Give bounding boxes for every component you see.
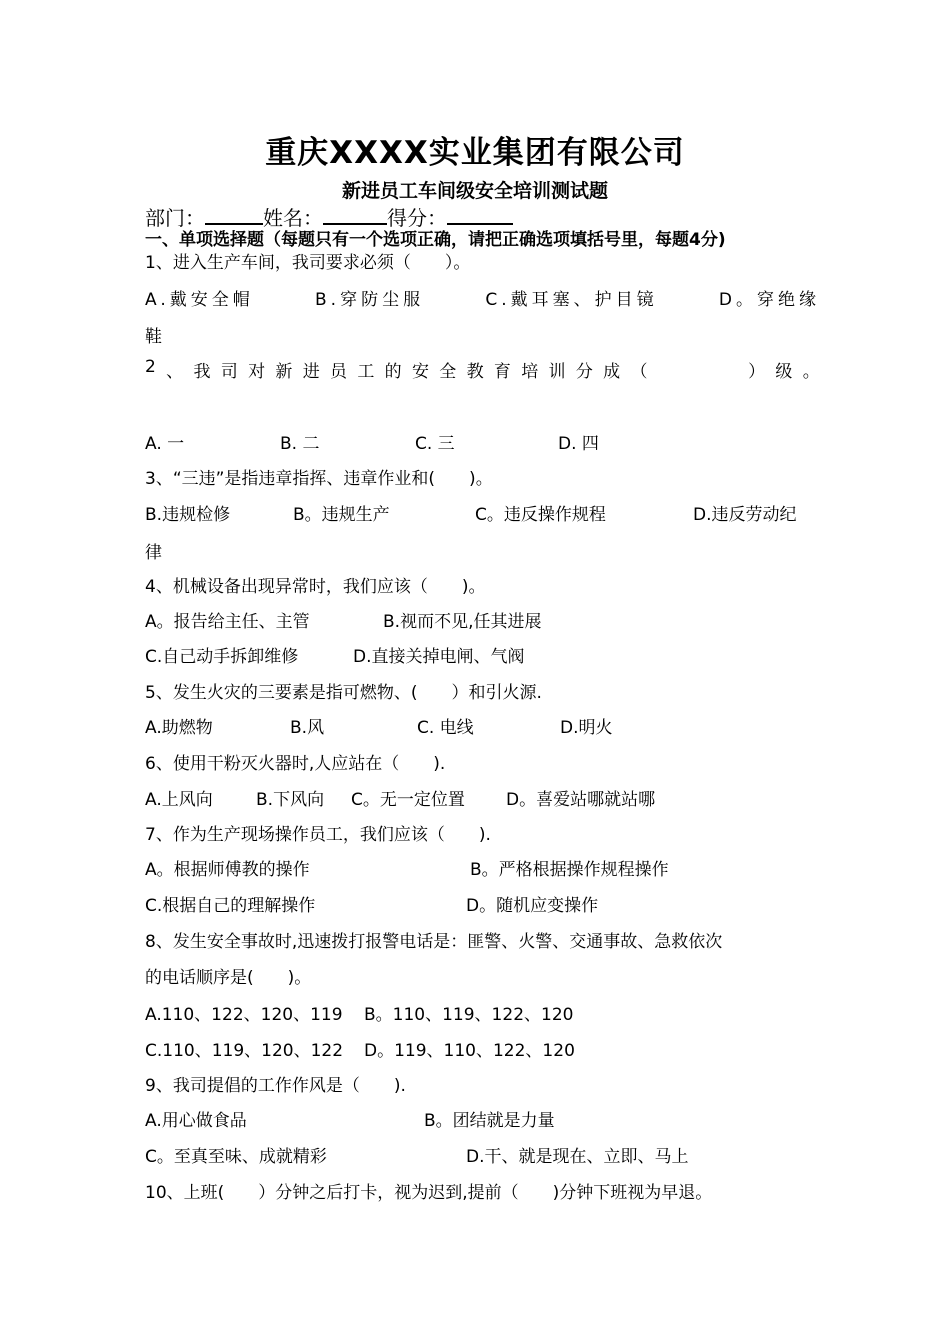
name-label: 姓名： <box>263 206 323 230</box>
q9-option-d: D.干、就是现在、立即、马上 <box>466 1147 689 1167</box>
q3-option-d: D.违反劳动纪 <box>693 505 797 525</box>
question-3-wrap: 律 <box>145 543 162 563</box>
q6-option-b: B.下风向 <box>256 790 325 810</box>
q3-option-a: B.违规检修 <box>145 505 231 525</box>
question-8: 8、发生安全事故时,迅速拨打报警电话是：匪警、火警、交通事故、急救依次 <box>145 932 723 952</box>
q1-option-d: D。穿绝缘 <box>718 290 820 310</box>
q7-option-b: B。严格根据操作规程操作 <box>470 860 669 880</box>
q7-option-a: A。根据师傅教的操作 <box>145 860 310 880</box>
q2-char: 对 <box>248 362 266 382</box>
q2-char: 培 <box>521 362 539 382</box>
q1-option-c: C.戴耳塞、护目镜 <box>485 290 658 310</box>
dept-label: 部门： <box>145 206 205 230</box>
q2-char: 全 <box>439 362 457 382</box>
document-title: 重庆XXXX实业集团有限公司 <box>265 135 685 171</box>
q2-char: 进 <box>302 362 320 382</box>
q8-option-a: A.110、122、120、119 <box>145 1005 343 1025</box>
question-1-wrap: 鞋 <box>145 327 162 347</box>
q8-option-d: D。119、110、122、120 <box>364 1041 575 1061</box>
question-6: 6、使用干粉灭火器时,人应站在（ ). <box>145 754 446 774</box>
q2-char: 、 <box>166 362 184 382</box>
question-2 <box>145 357 820 382</box>
q2-option-a: A. 一 <box>145 434 185 454</box>
q2-option-c: C. 三 <box>415 434 455 454</box>
question-10: 10、上班( ）分钟之后打卡，视为迟到,提前（ )分钟下班视为早退。 <box>145 1183 713 1203</box>
q2-char: 新 <box>275 362 293 382</box>
q2-char: 。 <box>802 362 820 382</box>
q2-char: 2 <box>145 357 156 377</box>
q2-char: 分 <box>575 362 593 382</box>
q4-option-a: A。报告给主任、主管 <box>145 612 310 632</box>
q2-char: 安 <box>411 362 429 382</box>
q7-option-c: C.根据自己的理解操作 <box>145 896 316 916</box>
q9-option-b: B。团结就是力量 <box>424 1111 555 1131</box>
section-title: 一、单项选择题（每题只有一个选项正确，请把正确选项填括号里，每题4分) <box>145 230 726 250</box>
q6-option-d: D。喜爱站哪就站哪 <box>506 790 656 810</box>
q2-char: 的 <box>384 362 402 382</box>
q2-char: 我 <box>193 362 211 382</box>
question-3: 3、“三违”是指违章指挥、违章作业和( )。 <box>145 469 493 489</box>
q5-option-b: B.风 <box>290 718 325 738</box>
q9-option-c: C。至真至味、成就精彩 <box>145 1147 327 1167</box>
q4-option-b: B.视而不见,任其进展 <box>383 612 542 632</box>
q2-char: 训 <box>548 362 566 382</box>
score-blank[interactable] <box>447 203 513 225</box>
document-subtitle: 新进员工车间级安全培训测试题 <box>341 180 608 202</box>
q2-gap <box>658 357 738 382</box>
q1-option-b: B.穿防尘服 <box>315 290 425 310</box>
q9-option-a: A.用心做食品 <box>145 1111 247 1131</box>
q5-option-a: A.助燃物 <box>145 718 213 738</box>
q3-option-c: C。违反操作规程 <box>475 505 606 525</box>
q7-option-d: D。随机应变操作 <box>466 896 599 916</box>
q2-char: 成 <box>603 362 621 382</box>
q2-char: ） <box>748 362 766 382</box>
question-8-wrap: 的电话顺序是( )。 <box>145 968 312 988</box>
q5-option-d: D.明火 <box>560 718 613 738</box>
q2-char: 育 <box>493 362 511 382</box>
question-1-options <box>145 285 820 310</box>
q4-option-c: C.自己动手拆卸维修 <box>145 647 299 667</box>
q2-char: 级 <box>775 362 793 382</box>
q3-option-b: B。违规生产 <box>293 505 390 525</box>
q8-option-c: C.110、119、120、122 <box>145 1041 344 1061</box>
question-1: 1、进入生产车间，我司要求必须（ ）。 <box>145 253 471 273</box>
q2-char: 教 <box>466 362 484 382</box>
q2-option-b: B. 二 <box>280 434 320 454</box>
q1-option-a: A.戴安全帽 <box>145 290 254 310</box>
q2-option-d: D. 四 <box>558 434 599 454</box>
question-5: 5、发生火灾的三要素是指可燃物、( ）和引火源. <box>145 683 542 703</box>
q6-option-a: A.上风向 <box>145 790 213 810</box>
question-7: 7、作为生产现场操作员工，我们应该（ ). <box>145 825 491 845</box>
score-label: 得分： <box>387 206 447 230</box>
q4-option-d: D.直接关掉电闸、气阀 <box>353 647 525 667</box>
q2-char: 工 <box>357 362 375 382</box>
q8-option-b: B。110、119、122、120 <box>364 1005 574 1025</box>
question-4: 4、机械设备出现异常时，我们应该（ )。 <box>145 577 486 597</box>
name-blank[interactable] <box>323 203 387 225</box>
q6-option-c: C。无一定位置 <box>351 790 465 810</box>
q5-option-c: C. 电线 <box>417 718 474 738</box>
q2-char: （ <box>630 362 648 382</box>
q2-char: 司 <box>220 362 238 382</box>
question-9: 9、我司提倡的工作作风是（ ). <box>145 1076 406 1096</box>
q2-char: 员 <box>330 362 348 382</box>
dept-blank[interactable] <box>205 203 263 225</box>
